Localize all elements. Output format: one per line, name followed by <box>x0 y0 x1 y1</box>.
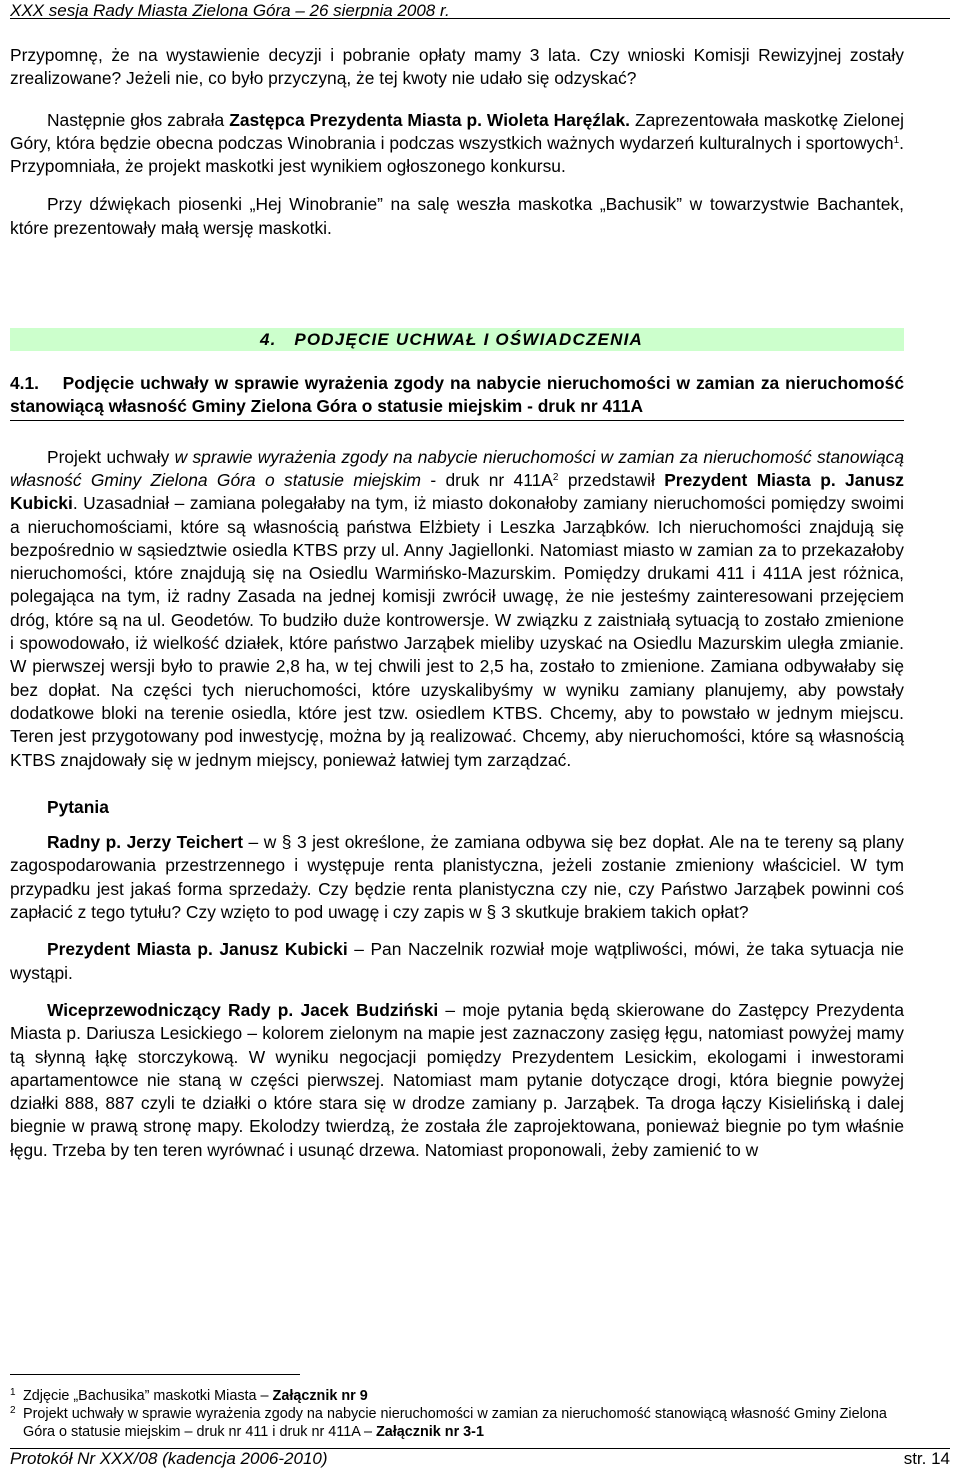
document-body <box>10 44 909 1162</box>
footnote-2 <box>10 1405 910 1441</box>
section-heading <box>10 328 904 351</box>
section-title: 4. PODJĘCIE UCHWAŁ I OŚWIADCZENIA <box>260 330 643 350</box>
paragraph-1 <box>10 44 904 91</box>
page-number: str. 14 <box>903 1449 950 1468</box>
footnote-body: Projekt uchwały w sprawie wyrażenia zgody na nabycie nieruchomości w zamian za nieruchomość stanowiącą własność Gminy Zielona Góra o statusie miejskim – druk nr 411 i druk nr 411A – <box>23 1406 887 1440</box>
resolution-title: w sprawie wyrażenia zgody na nabycie nieruchomości w zamian za nieruchomość stanowiącą własność Gminy Zielona Góra o statusie miejskim <box>10 446 904 490</box>
page-footer <box>10 1448 950 1469</box>
paragraph-7-text: – moje pytania będą skierowane do Zastępcy Prezydenta Miasta p. Dariusza Lesickiego – kolorem zielonym na mapie jest zaznaczony zasięg łęgu, natomiast powyżej mamy tą słynną łąkę storczykową. W wyniku negocjacji pomiędzy Prezydentem Lesickim, ekologami i inwestorami apartamentowce nie staną w części pierwszej. Natomiast mam pytanie dotyczące drogi, która biegnie powyżej działki 888, 887 czyli te działki o które stara się w drodze zamiany p. Jarząbek. Ta droga łączy Kisielińską i dalej biegnie w prawą stronę mapy. Ekolodzy twierdzą, że została źle zaprojektowana, ponieważ biegnie po tym właśnie łęgu. Trzeba by ten teren wyrównać i usunąć drzewa. Natomiast proponowali, żeby zamienić to w <box>10 999 905 1160</box>
speaker-name: Prezydent Miasta p. Janusz Kubicki <box>47 939 348 960</box>
paragraph-3-text: Przy dźwiękach piosenki „Hej Winobranie” na salę weszła maskotka „Bachusik” w towarzystwie Bachantek, które prezentowały małą wersję maskotki. <box>10 194 904 238</box>
paragraph-6-text: – Pan Naczelnik rozwiał moje wątpliwości, mówi, że taka sytuacja nie wystąpi. <box>10 939 904 983</box>
header-text: XXX sesja Rady Miasta Zielona Góra – 26 sierpnia 2008 r. <box>10 1 450 19</box>
paragraph-4-t3: przedstawił <box>558 469 665 490</box>
paragraph-4-t1: Projekt uchwały <box>47 446 175 467</box>
footnotes <box>10 1387 910 1441</box>
speaker-name: Radny p. Jerzy Teichert <box>47 832 243 853</box>
footnote-ref-1: 1 <box>893 134 900 146</box>
paragraph-4 <box>10 446 904 772</box>
speaker-name: Zastępca Prezydenta Miasta p. Wioleta Haręźlak. <box>229 109 630 130</box>
attachment-label: Załącznik nr 3-1 <box>376 1424 484 1440</box>
paragraph-3 <box>10 193 904 240</box>
footnote-separator <box>10 1374 300 1375</box>
paragraph-4-t2: - druk nr 411A <box>420 469 553 490</box>
paragraph-5 <box>10 831 904 924</box>
footnote-1 <box>10 1387 910 1405</box>
paragraph-1-text: Przypomnę, że na wystawienie decyzji i pobranie opłaty mamy 3 lata. Czy wnioski Komisji Rewizyjnej zostały zrealizowane? Jeżeli nie, co było przyczyną, że tej kwoty nie udało się odzyskać? <box>10 45 904 89</box>
paragraph-2-text-a: Zaprezentowała maskotkę Zielonej Góry, która będzie obecna podczas Winobrania i podczas wszystkich ważnych wydarzeń kulturalnych i sportowych <box>10 109 905 153</box>
paragraph-2-intro: Następnie głos zabrała <box>47 109 230 130</box>
subsection-heading <box>10 372 909 421</box>
paragraph-5-text: – w § 3 jest określone, że zamiana odbywa się bez dopłat. Ale na te tereny są plany zagospodarowania przestrzennego i występuje renta planistyczna, jeżeli zostanie zmieniony właściciel. W tym przypadku jest jakaś forma sprzedaży. Czy będzie renta planistyczna czy nie, czy Państwo Jarząbek powinni coś zapłacić z tego tytułu? Czy wzięto to pod uwagę i czy zapis w § 3 skutkuje brakiem takich opłat? <box>10 832 905 923</box>
footnote-ref-2: 2 <box>552 471 559 483</box>
paragraph-6 <box>10 938 904 985</box>
footnote-text <box>23 1405 910 1441</box>
protocol-number: Protokół Nr XXX/08 (kadencja 2006-2010) <box>10 1449 328 1468</box>
speaker-name: Prezydent Miasta p. Janusz Kubicki <box>10 469 904 514</box>
paragraph-7 <box>10 999 904 1162</box>
subsection-title: 4.1. Podjęcie uchwały w sprawie wyrażenia zgody na nabycie nieruchomości w zamian za nieruchomość stanowiącą własność Gminy Zielona Góra o statusie miejskim - druk nr 411A <box>10 373 909 417</box>
footnote-body: Zdjęcie „Bachusika” maskotki Miasta – <box>23 1388 273 1404</box>
paragraph-2 <box>10 109 904 179</box>
paragraph-4-t4: . Uzasadniał – zamiana polegałaby na tym, iż miasto dokonałoby zamiany nieruchomości pomiędzy swoimi a nieruchomościami, które są własnością państwa Elżbiety i Leszka Jarząbków. Ich nieruchomości znajdują się bezpośrednio w sąsiedztwie osiedla KTBS przy ul. Anny Jagiellonki. Natomiast miasto w zamian za to przekazałoby nieruchomości, które znajdują się na Osiedlu Warmińsko-Mazurskim. Pomiędzy drukami 411 i 411A jest różnica, polegająca na tym, iż radny Zasada na jednej komisji zwrócił uwagę, że nie jesteśmy zainteresowani przejęciem dróg, które są na ul. Geodetów. To budziło duże kontrowersje. W związku z zaistniałą sytuacją to zostało zmienione i spowodowało, iż wielkość działek, które państwo Jarząbek mieliby uzyskać na Osiedlu Mazurskim uległa zmianie. W pierwszej wersji było to prawie 2,8 ha, w tej chwili jest to 2,5 ha, zostało to zmienione. Zamiana odbywałaby się bez dopłat. Na części tych nieruchomości, które uzyskalibyśmy w wyniku zamiany planujemy, aby powstały dodatkowe bloki na terenie osiedla, które jest tzw. osiedlem KTBS. Chcemy, aby to powstało w jednym miejscu. Teren jest przygotowany pod inwestycję, można by ją realizować. Chcemy, aby nieruchomości, które są własnością KTBS znajdowały się w jednym miejscy, ponieważ łatwiej tym zarządzać. <box>10 493 904 770</box>
paragraph-2-text-b: . Przypomniała, że projekt maskotki jest wynikiem ogłoszonego konkursu. <box>10 132 904 177</box>
footnote-number: 1 <box>10 1387 16 1398</box>
footnote-text <box>23 1387 910 1405</box>
speaker-name: Wiceprzewodniczący Rady p. Jacek Budziński <box>47 999 439 1020</box>
page-header <box>10 0 950 19</box>
questions-title: Pytania <box>47 796 109 817</box>
attachment-label: Załącznik nr 9 <box>272 1388 368 1404</box>
footnote-number: 2 <box>10 1405 16 1416</box>
questions-heading <box>10 796 904 819</box>
